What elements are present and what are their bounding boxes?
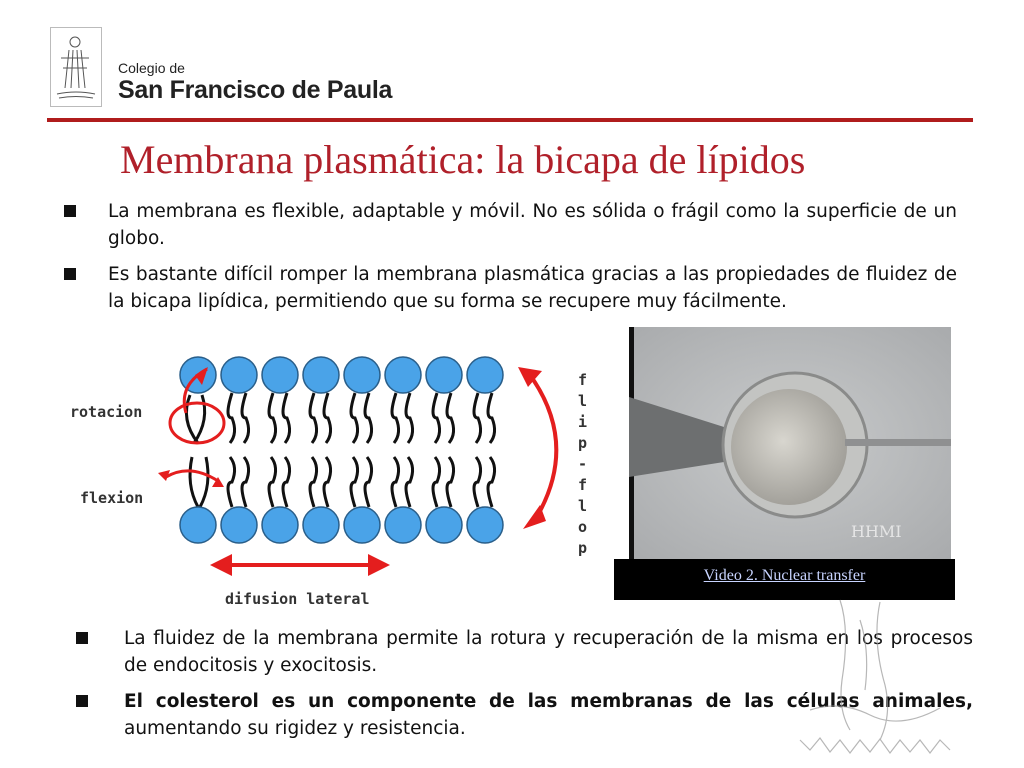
bullet-text: Es bastante difícil romper la membrana plasmática gracias a las propiedades de fluidez de la bicapa lipídica, permitiendo que su forma se recupere muy fácilmente. (108, 264, 957, 312)
bullet-item (108, 198, 957, 252)
lipid-tail (433, 393, 440, 443)
signature-watermark (780, 590, 980, 765)
flip-flop-letter: p (578, 434, 588, 452)
flip-flop-arrow (530, 375, 556, 520)
lipid-tail (200, 457, 208, 507)
lipid-bilayer-diagram (60, 345, 620, 615)
lipid-tail (406, 393, 413, 443)
lipid-tail (190, 457, 198, 507)
lipid-head (303, 507, 339, 543)
lipid-tail (269, 457, 276, 507)
lipid-tail (474, 457, 481, 507)
lipid-tail (351, 457, 358, 507)
bullet-text: aumentando su rigidez y resistencia. (124, 718, 466, 739)
org-label: Colegio de (118, 60, 185, 76)
lipid-head (221, 357, 257, 393)
bullet-square-icon (64, 205, 76, 217)
flip-flop-letter: f (578, 476, 588, 494)
lipid-tail (283, 457, 290, 507)
flexion-label: flexion (80, 489, 144, 507)
lipid-tail (365, 393, 372, 443)
slide-title: Membrana plasmática: la bicapa de lípidos (120, 137, 806, 182)
lipid-tail (283, 393, 290, 443)
flip-flop-letter: l (578, 392, 588, 410)
lipid-tail (488, 457, 495, 507)
lipid-tail (365, 457, 372, 507)
header-divider (47, 118, 973, 122)
lipid-tail (474, 393, 481, 443)
lipid-tail (406, 457, 413, 507)
lipid-tail (433, 457, 440, 507)
lipid-head (344, 357, 380, 393)
lipid-head (262, 507, 298, 543)
bullet-bold-text: El colesterol es un componente de las membranas de las células animales, (124, 691, 973, 712)
bullet-text: La membrana es flexible, adaptable y móvil. No es sólida o frágil como la superficie de un globo. (108, 201, 957, 249)
flip-flop-letter: f (578, 371, 588, 389)
flip-flop-arrow-head-top (518, 367, 542, 387)
lipid-head (467, 507, 503, 543)
video-caption-link[interactable]: Video 2. Nuclear transfer (703, 567, 866, 584)
hhmi-watermark: HHMI (851, 522, 902, 541)
bullet-square-icon (64, 268, 76, 280)
flip-flop-letter: - (578, 455, 588, 473)
flip-flop-letter: i (578, 413, 588, 431)
flexion-arrow (166, 471, 218, 481)
lipid-tail (228, 457, 235, 507)
flip-flop-letter: o (578, 518, 588, 536)
rotation-label: rotacion (70, 403, 143, 421)
lipid-tail (242, 393, 249, 443)
lipid-head (180, 507, 216, 543)
flip-flop-letter: p (578, 539, 588, 557)
school-logo (50, 27, 102, 107)
lipid-head (221, 507, 257, 543)
bullet-square-icon (76, 695, 88, 707)
lipid-head (303, 357, 339, 393)
lipid-tail (447, 457, 454, 507)
lipid-head (426, 507, 462, 543)
lipid-tail (447, 393, 454, 443)
lipid-tail (269, 393, 276, 443)
lipid-heads-top (180, 357, 503, 393)
video-nuclear-transfer[interactable] (629, 327, 951, 559)
bullet-item (108, 261, 957, 315)
diffusion-arrow-head-left (210, 554, 232, 576)
lipid-tail (324, 393, 331, 443)
lipid-tail (310, 393, 317, 443)
lipid-heads-bottom (180, 507, 503, 543)
bullet-text: La fluidez de la membrana permite la rotura y recuperación de la misma en los procesos de endocitosis y exocitosis. (124, 628, 973, 676)
lipid-tail (488, 393, 495, 443)
lipid-head (467, 357, 503, 393)
lipid-tail (310, 457, 317, 507)
lipid-head (426, 357, 462, 393)
lipid-tail (351, 393, 358, 443)
diffusion-arrow-head-right (368, 554, 390, 576)
lipid-tail (392, 393, 399, 443)
flip-flop-label (578, 371, 587, 557)
diffusion-label: difusion lateral (225, 590, 370, 608)
lipid-tail (228, 393, 235, 443)
lipid-head (385, 357, 421, 393)
lipid-tail (324, 457, 331, 507)
lipid-tail (242, 457, 249, 507)
oocyte (731, 389, 847, 505)
bullet-square-icon (76, 632, 88, 644)
lipid-tails (186, 393, 494, 507)
org-name: San Francisco de Paula (118, 76, 393, 104)
lipid-tail (392, 457, 399, 507)
flip-flop-letter: l (578, 497, 588, 515)
lipid-head (344, 507, 380, 543)
injection-needle (845, 439, 951, 446)
lipid-head (262, 357, 298, 393)
lipid-head (385, 507, 421, 543)
